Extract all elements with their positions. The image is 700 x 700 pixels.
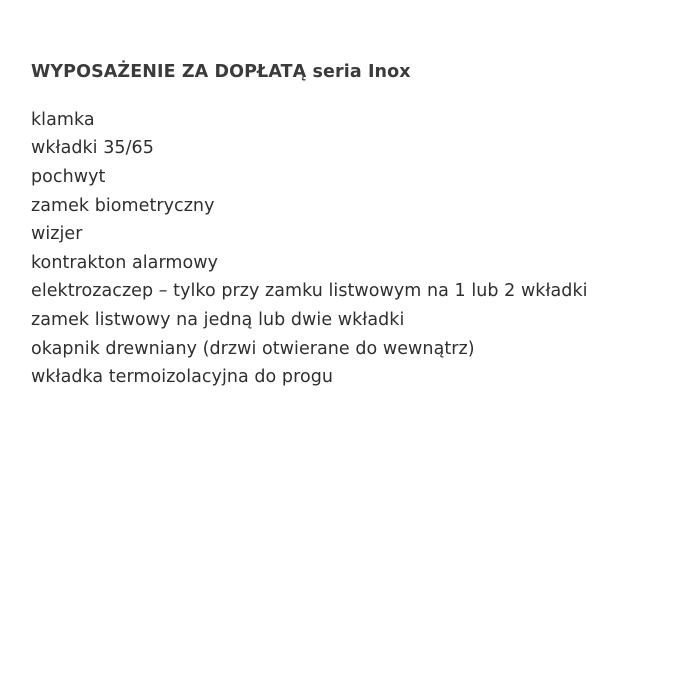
list-item: zamek listwowy na jedną lub dwie wkładki xyxy=(31,310,405,331)
list-item: klamka xyxy=(31,109,95,130)
equipment-list xyxy=(31,106,670,392)
list-item: zamek biometryczny xyxy=(31,195,215,216)
page-title: WYPOSAŻENIE ZA DOPŁATĄ seria Inox xyxy=(31,62,411,82)
list-item: elektrozaczep – tylko przy zamku listwowym na 1 lub 2 wkładki xyxy=(31,281,588,302)
list-item: pochwyt xyxy=(31,167,106,188)
list-item: wizjer xyxy=(31,224,83,245)
list-item: wkładki 35/65 xyxy=(31,138,154,159)
list-item: kontrakton alarmowy xyxy=(31,252,219,273)
list-item: okapnik drewniany (drzwi otwierane do wewnątrz) xyxy=(31,338,475,359)
list-item: wkładka termoizolacyjna do progu xyxy=(31,367,333,388)
